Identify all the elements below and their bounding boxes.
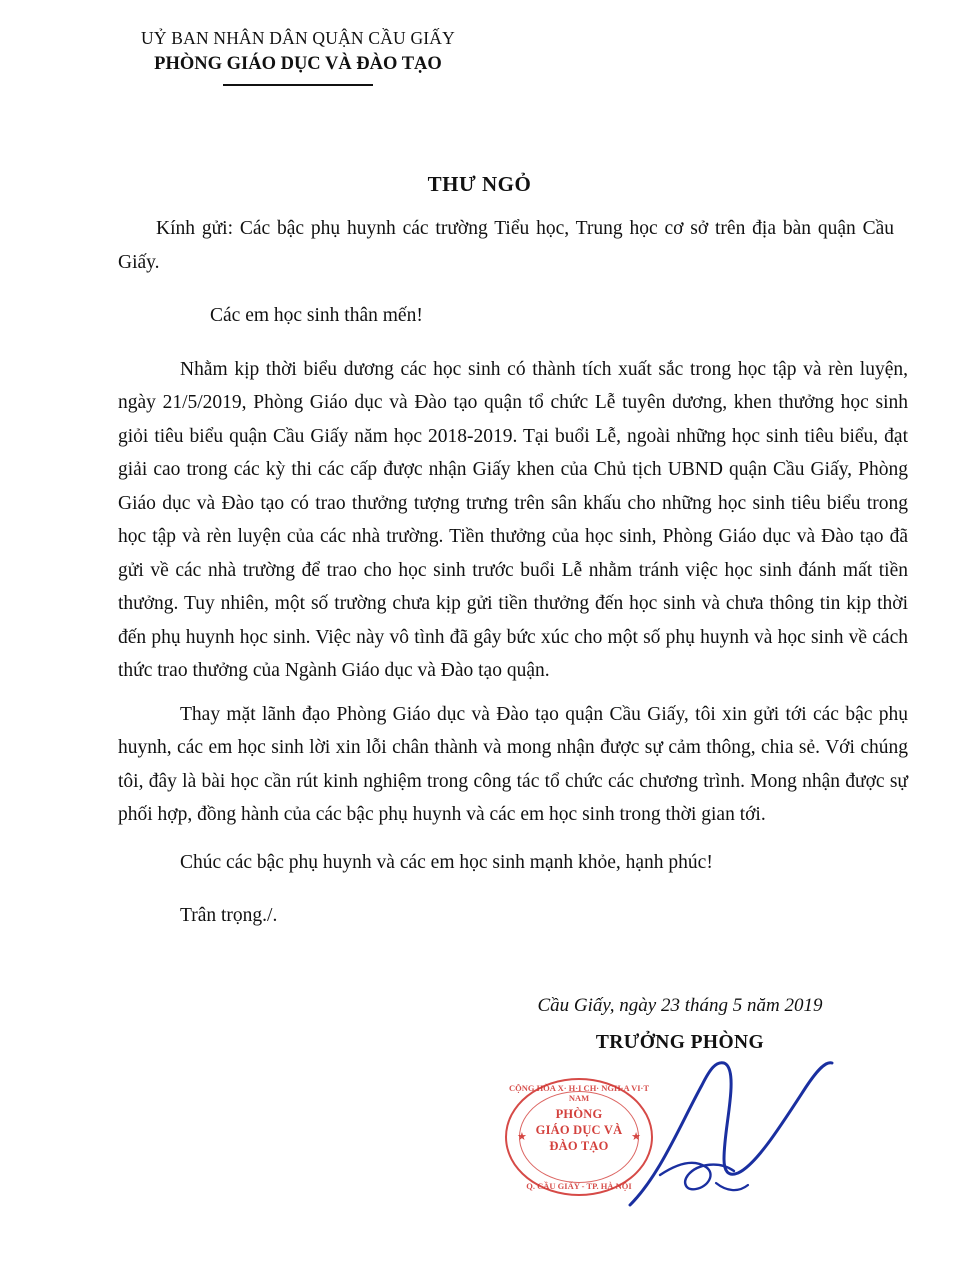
paragraph-1: Nhằm kịp thời biểu dương các học sinh có thành tích xuất sắc trong học tập và rèn luyện, ngày 21/5/2019, Phòng Giáo dục và Đào tạo quận tổ chức Lễ tuyên dương, khen thưởng học sinh giỏi tiêu biểu quận Cầu Giấy năm học 2018-2019. Tại buổi Lễ, ngoài những học sinh tiêu biểu, đạt giải cao trong các kỳ thi các cấp được nhận Giấy khen của Chủ tịch UBND quận Cầu Giấy, Phòng Giáo dục và Đào tạo có trao thưởng tượng trưng trên sân khấu cho những học sinh tiêu biểu trong học tập và rèn luyện của các nhà trường. Tiền thưởng của học sinh, Phòng Giáo dục và Đào tạo đã gửi về các nhà trường để trao cho học sinh trước buổi Lễ nhằm tránh việc học sinh đánh mất tiền thưởng. Tuy nhiên, một số trường chưa kịp gửi tiền thưởng đến học sinh và chưa thông tin kịp thời đến phụ huynh học sinh. Việc này vô tình đã gây bức xúc cho một số phụ huynh và học sinh về cách thức trao thưởng của Ngành Giáo dục và Đào tạo quận. bbox=[118, 358, 908, 681]
place-and-date: Cầu Giấy, ngày 23 tháng 5 năm 2019 bbox=[537, 995, 823, 1016]
letterhead bbox=[88, 28, 508, 86]
document-body bbox=[118, 212, 908, 933]
seal-line-1: PHÒNG bbox=[555, 1107, 603, 1121]
issuing-authority: UỶ BAN NHÂN DÂN QUẬN CẦU GIẤY bbox=[141, 28, 455, 48]
seal-center-text bbox=[505, 1106, 653, 1154]
seal-arc-top-text: CỘNG HÒA X· H·I CH· NGH·A VI·T NAM bbox=[508, 1083, 650, 1103]
page-title: THƯ NGỎ bbox=[427, 172, 532, 196]
official-seal bbox=[505, 1078, 653, 1196]
closing-regards: Trân trọng./. bbox=[180, 905, 278, 926]
greeting-line: Các em học sinh thân mến! bbox=[210, 305, 423, 326]
closing-wish: Chúc các bậc phụ huynh và các em học sinh mạnh khỏe, hạnh phúc! bbox=[180, 851, 713, 873]
letterhead-divider bbox=[223, 84, 373, 86]
seal-star-left-icon: ★ bbox=[517, 1131, 527, 1143]
issuing-department: PHÒNG GIÁO DỤC VÀ ĐÀO TẠO bbox=[154, 54, 442, 74]
seal-line-3: ĐÀO TẠO bbox=[549, 1139, 609, 1153]
seal-arc-bottom-text: Q. CẦU GIẤY - TP. HÀ NỘI bbox=[526, 1181, 632, 1191]
signature-block bbox=[470, 995, 890, 1054]
seal-star-right-icon: ★ bbox=[631, 1131, 641, 1143]
paragraph-2: Thay mặt lãnh đạo Phòng Giáo dục và Đào tạo quận Cầu Giấy, tôi xin gửi tới các bậc phụ huynh, các em học sinh lời xin lỗi chân thành và mong nhận được sự cảm thông, chia sẻ. Với chúng tôi, đây là bài học cần rút kinh nghiệm trong công tác tổ chức các chương trình. Mong nhận được sự phối hợp, đồng hành của các bậc phụ huynh và các em học sinh trong thời gian tới. bbox=[118, 703, 908, 825]
seal-line-2: GIÁO DỤC VÀ bbox=[535, 1123, 623, 1137]
signer-role: TRƯỞNG PHÒNG bbox=[595, 1032, 765, 1053]
handwritten-signature bbox=[620, 1055, 850, 1215]
recipient-line: Kính gửi: Các bậc phụ huynh các trường Tiểu học, Trung học cơ sở trên địa bàn quận Cầu Giấy. bbox=[118, 218, 894, 273]
